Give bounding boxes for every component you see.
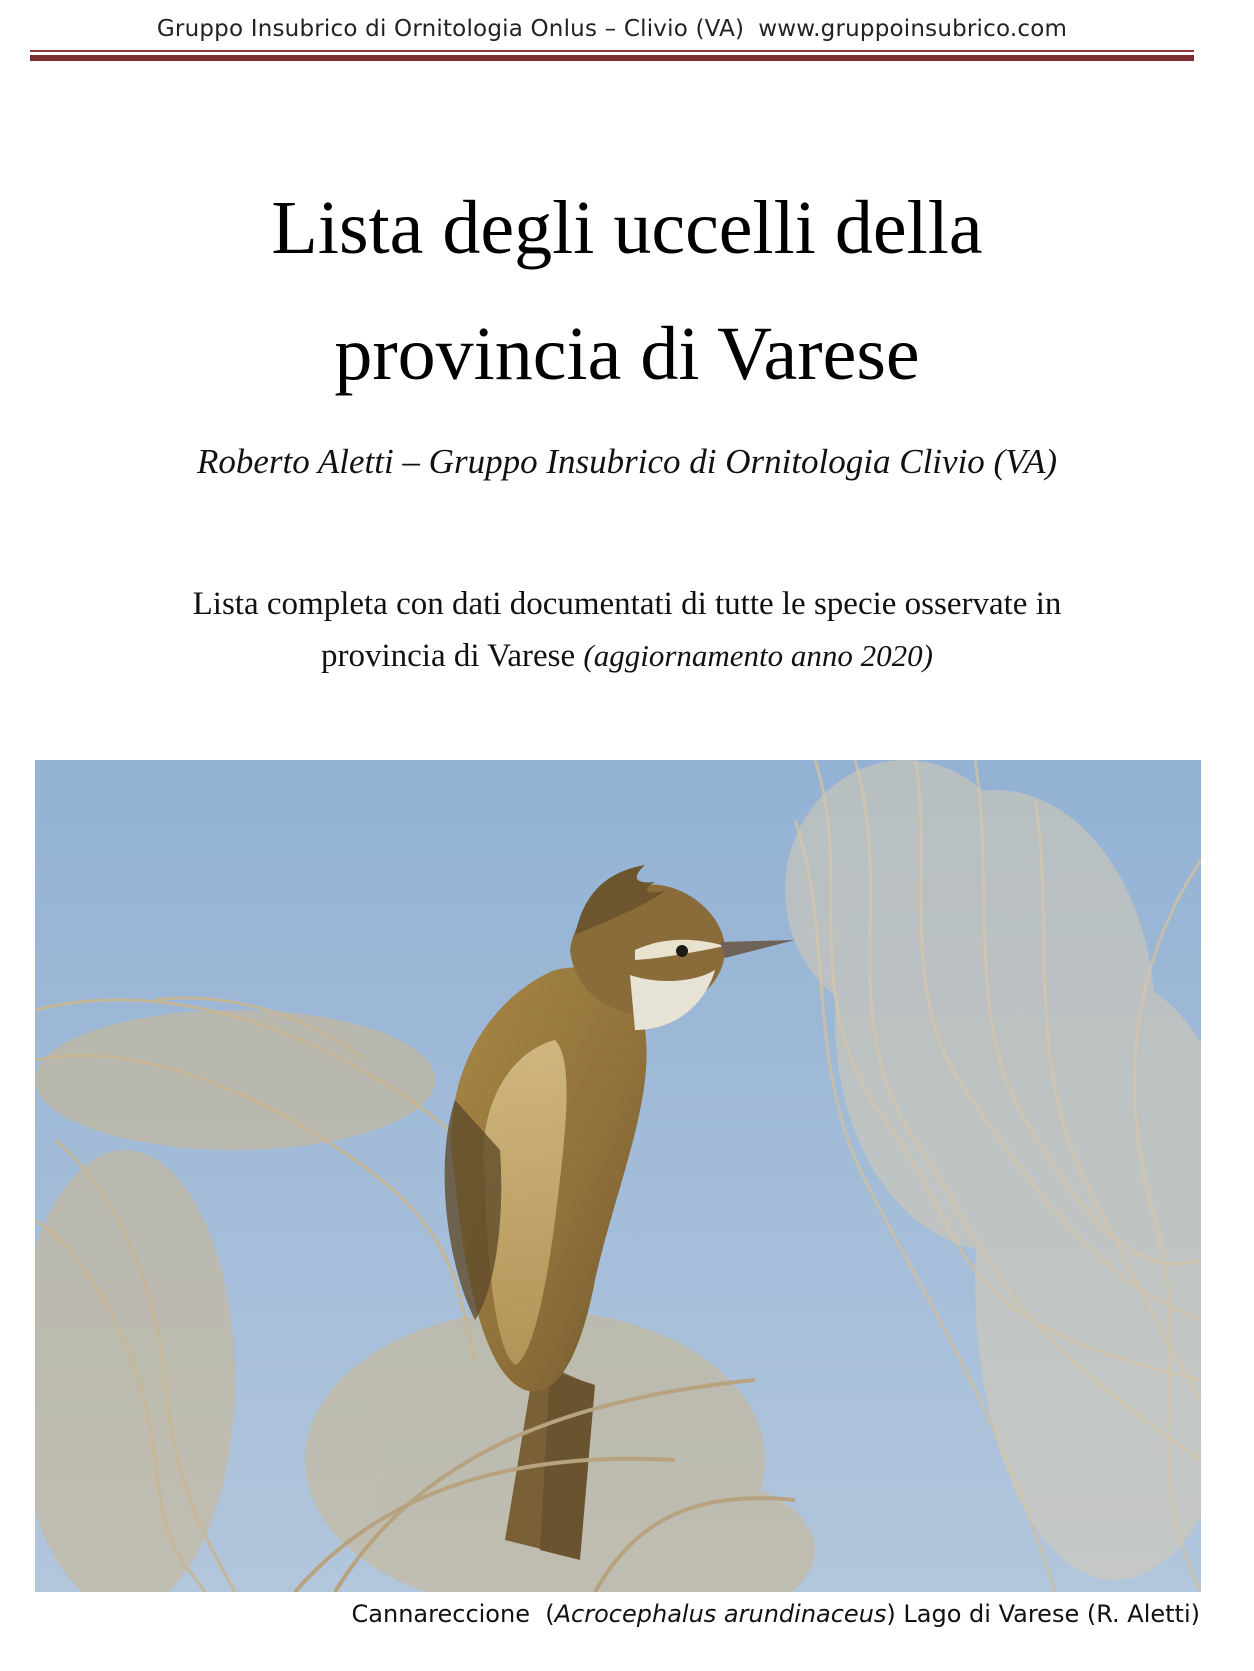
title-line-2: provincia di Varese bbox=[334, 312, 920, 396]
caption-paren-open: ( bbox=[545, 1600, 555, 1628]
header-rule-thick bbox=[30, 55, 1194, 61]
caption-location: Lago di Varese (R. Aletti) bbox=[903, 1600, 1200, 1628]
caption-paren-close: ) bbox=[886, 1600, 896, 1628]
caption-scientific-name: Acrocephalus arundinaceus bbox=[554, 1600, 887, 1628]
subtitle-line-2-text: provincia di Varese bbox=[321, 638, 576, 674]
subtitle-line-1: Lista completa con dati documentati di tutte le specie osservate in bbox=[192, 586, 1062, 622]
photo-caption bbox=[352, 1600, 1200, 1628]
header-website[interactable]: www.gruppoinsubrico.com bbox=[758, 16, 1068, 42]
subtitle-line-2 bbox=[0, 630, 1254, 682]
title-line-1: Lista degli uccelli della bbox=[271, 186, 983, 270]
bird-on-reeds-illustration bbox=[35, 760, 1201, 1592]
running-header bbox=[30, 16, 1194, 42]
document-title bbox=[0, 165, 1254, 417]
update-note: (aggiornamento anno 2020) bbox=[583, 638, 933, 673]
header-org: Gruppo Insubrico di Ornitologia Onlus – Clivio (VA) bbox=[156, 16, 745, 42]
cover-photo bbox=[35, 760, 1201, 1592]
author-line: Roberto Aletti – Gruppo Insubrico di Ornitologia Clivio (VA) bbox=[196, 442, 1058, 481]
subtitle bbox=[0, 578, 1254, 682]
header-rule-thin bbox=[30, 50, 1194, 52]
caption-common-name: Cannareccione bbox=[351, 1600, 530, 1628]
